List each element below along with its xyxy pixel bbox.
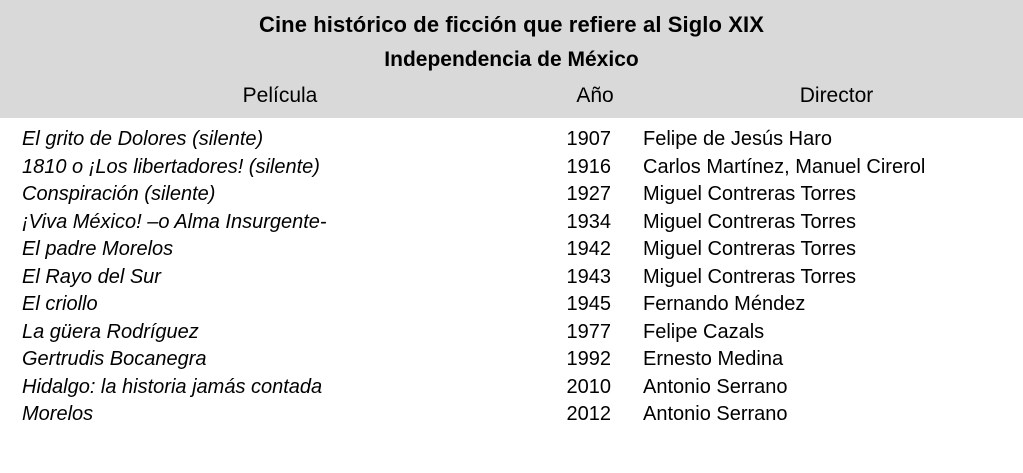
cell-year: 1992 xyxy=(566,348,611,370)
table-row xyxy=(0,374,1023,402)
cell-film: 1810 o ¡Los libertadores! (silente) xyxy=(22,155,320,178)
cell-year: 1977 xyxy=(566,320,611,343)
cell-film: La güera Rodríguez xyxy=(22,320,199,343)
column-header-row xyxy=(0,82,1023,118)
table-row xyxy=(0,126,1023,154)
table-header-block xyxy=(0,0,1023,82)
cell-year: 2010 xyxy=(566,375,611,398)
column-header-director: Director xyxy=(799,84,874,107)
page-subtitle: Independencia de México xyxy=(384,48,639,71)
cell-director: Ernesto Medina xyxy=(643,348,784,370)
cell-director: Miguel Contreras Torres xyxy=(643,183,857,205)
cell-film: El criollo xyxy=(22,293,98,315)
cell-director: Felipe de Jesús Haro xyxy=(643,128,832,150)
cell-year: 1943 xyxy=(566,265,611,288)
cell-year: 1907 xyxy=(566,128,611,150)
cell-director: Miguel Contreras Torres xyxy=(643,265,857,288)
page-title: Cine histórico de ficción que refiere al Siglo XIX xyxy=(258,12,764,37)
cell-year: 1916 xyxy=(566,155,611,178)
cell-film: Conspiración (silente) xyxy=(22,183,216,205)
cell-film: ¡Viva México! –o Alma Insurgente- xyxy=(22,210,327,233)
table-row xyxy=(0,264,1023,292)
cell-year: 1942 xyxy=(566,238,611,260)
cell-film: El grito de Dolores (silente) xyxy=(22,128,264,150)
cell-year: 2012 xyxy=(566,403,611,425)
cell-director: Carlos Martínez, Manuel Cirerol xyxy=(643,155,926,178)
cell-year: 1927 xyxy=(566,183,611,205)
cell-director: Miguel Contreras Torres xyxy=(643,238,857,260)
table-row xyxy=(0,209,1023,237)
table-row xyxy=(0,291,1023,319)
cell-year: 1945 xyxy=(566,293,611,315)
table-row xyxy=(0,346,1023,374)
table-row xyxy=(0,319,1023,347)
table-row xyxy=(0,401,1023,429)
cell-film: Gertrudis Bocanegra xyxy=(22,348,207,370)
cell-director: Felipe Cazals xyxy=(643,320,765,343)
cell-year: 1934 xyxy=(566,210,611,233)
table-row xyxy=(0,154,1023,182)
cell-director: Fernando Méndez xyxy=(643,293,806,315)
cell-director: Antonio Serrano xyxy=(643,375,788,398)
cell-film: Hidalgo: la historia jamás contada xyxy=(22,375,323,398)
cell-director: Antonio Serrano xyxy=(643,403,788,425)
column-header-film: Película xyxy=(242,84,318,107)
table-row xyxy=(0,181,1023,209)
cell-director: Miguel Contreras Torres xyxy=(643,210,857,233)
column-header-year: Año xyxy=(576,84,614,107)
cell-film: El padre Morelos xyxy=(22,238,174,260)
table-body xyxy=(0,118,1023,429)
cell-film: Morelos xyxy=(22,403,94,425)
table-row xyxy=(0,236,1023,264)
cell-film: El Rayo del Sur xyxy=(22,265,161,288)
